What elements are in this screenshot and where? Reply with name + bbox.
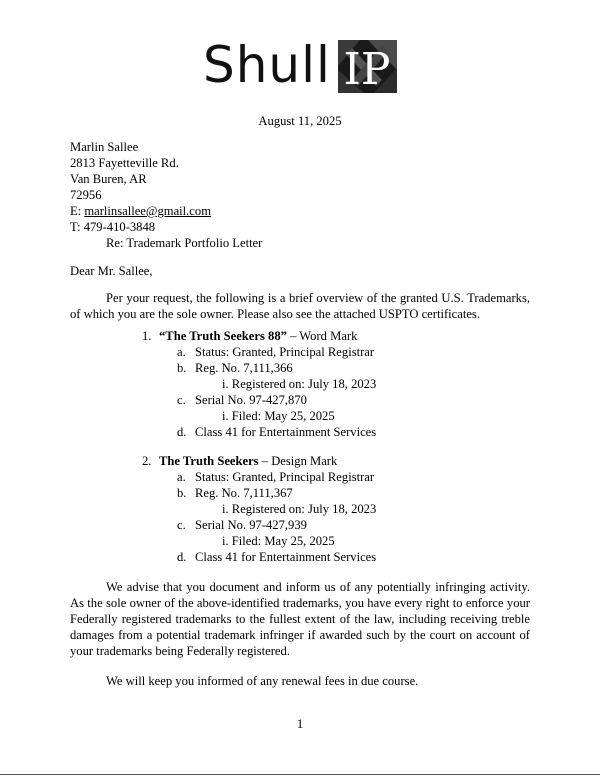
advice-paragraph: We advise that you document and inform us of any potentially infringing activity. As the sole owner of the above-identified trademarks, you have every right to enforce your Federally registered trademarks to the fullest extent of the law, including receiving treble damages from a potential trademark infringer if awarded such by the court on account of your trademarks being Federally registered. xyxy=(70,580,530,658)
mark-2-title: The Truth Seekers xyxy=(159,454,259,468)
page-bottom-edge xyxy=(0,774,600,775)
mark-1-serial: Serial No. 97-427,870 xyxy=(195,393,307,407)
mark-1-title: “The Truth Seekers 88” xyxy=(159,329,287,343)
mark-1-c-label: c. xyxy=(177,393,186,407)
mark-1-reg-date: i. Registered on: July 18, 2023 xyxy=(222,377,377,391)
mark-2-c-label: c. xyxy=(177,518,186,532)
mark-2-number: 2. xyxy=(142,454,152,468)
mark-1-class: Class 41 for Entertainment Services xyxy=(195,425,377,439)
mark-1-a-label: a. xyxy=(177,345,186,359)
mark-1-number: 1. xyxy=(142,329,152,343)
mark-2-reg-date: i. Registered on: July 18, 2023 xyxy=(222,502,377,516)
mark-2-status: Status: Granted, Principal Registrar xyxy=(195,470,375,484)
logo-wordmark: Shull xyxy=(203,36,331,94)
intro-paragraph: Per your request, the following is a brief overview of the granted U.S. Trademarks, of which you are the sole owner. Please also see the attached USPTO certificates. xyxy=(70,291,530,321)
closing-line: We will keep you informed of any renewal fees in due course. xyxy=(106,674,419,688)
mark-1-d-label: d. xyxy=(177,425,187,439)
salutation: Dear Mr. Sallee, xyxy=(70,264,153,278)
mark-2-b-label: b. xyxy=(177,486,187,500)
mark-2-serial: Serial No. 97-427,939 xyxy=(195,518,307,532)
recipient-email-line xyxy=(70,203,211,219)
email-prefix: E: xyxy=(70,204,85,218)
svg-text:IP: IP xyxy=(343,44,391,93)
recipient-phone: T: 479-410-3848 xyxy=(70,220,156,234)
letter-date: August 11, 2025 xyxy=(258,114,342,128)
recipient-name: Marlin Sallee xyxy=(70,140,139,154)
mark-2-d-label: d. xyxy=(177,550,187,564)
mark-1-filed: i. Filed: May 25, 2025 xyxy=(222,409,335,423)
mark-1-kind: – Word Mark xyxy=(286,329,358,343)
mark-2-heading xyxy=(159,453,337,469)
mark-2-filed: i. Filed: May 25, 2025 xyxy=(222,534,335,548)
recipient-street: 2813 Fayetteville Rd. xyxy=(70,156,179,170)
mark-1-b-label: b. xyxy=(177,361,187,375)
email-link[interactable]: marlinsallee@gmail.com xyxy=(84,204,211,218)
re-line: Re: Trademark Portfolio Letter xyxy=(106,236,263,250)
recipient-zip: 72956 xyxy=(70,188,102,202)
logo-ip-badge xyxy=(338,40,397,93)
mark-1-status: Status: Granted, Principal Registrar xyxy=(195,345,375,359)
mark-1-reg: Reg. No. 7,111,366 xyxy=(195,361,293,375)
mark-2-kind: – Design Mark xyxy=(258,454,338,468)
mark-2-class: Class 41 for Entertainment Services xyxy=(195,550,377,564)
logo-ip-pattern xyxy=(338,40,397,93)
mark-1-heading xyxy=(159,328,357,344)
mark-2-reg: Reg. No. 7,111,367 xyxy=(195,486,293,500)
page-number: 1 xyxy=(296,717,304,731)
recipient-city: Van Buren, AR xyxy=(70,172,147,186)
mark-2-a-label: a. xyxy=(177,470,186,484)
